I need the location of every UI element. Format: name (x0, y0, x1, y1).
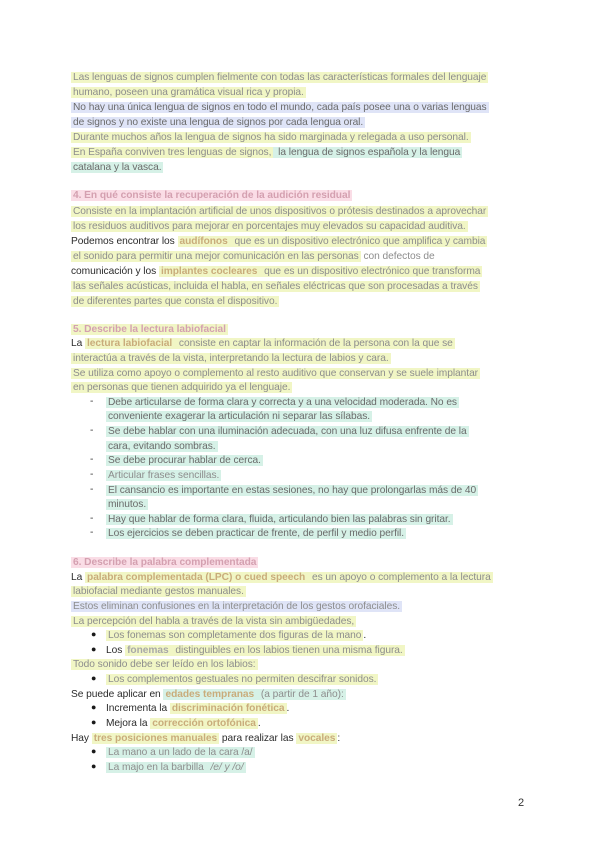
s5-bullet-1a: Debe articularse de forma clara y correcta y a una velocidad moderada. No es (108, 397, 457, 408)
s6-line-3: Estos eliminan confusiones en la interpretación de los gestos orofaciales. (73, 601, 401, 612)
s5-line-3: Se utiliza como apoyo o complemento al resto auditivo que conservan y se suele implantar (73, 368, 479, 379)
bullet-dot: ● (91, 644, 97, 654)
s5-bullet-2b: cara, evitando sombras. (108, 441, 216, 452)
s6-bullet-3: Los complementos gestuales no permiten descifrar sonidos. (108, 674, 377, 685)
s5-bullet-5b: minutos. (108, 499, 147, 510)
bullet-dot: ● (91, 673, 97, 683)
s6-line-4: La percepción del habla a través de la vista sin ambigüedades, (73, 616, 355, 627)
bullet-dash: - (90, 527, 94, 538)
s6-line-2: labiofacial mediante gestos manuales. (73, 586, 244, 597)
s4-line-4: el sonido para permitir una mejor comunicación en las personas con defectos de (73, 251, 435, 262)
intro-line-5: Durante muchos años la lengua de signos ha sido marginada y relegada a uso personal. (73, 132, 469, 143)
intro-line-7: catalana y la vasca. (73, 162, 162, 173)
s5-line-1: La lectura labiofacial consiste en captar la información de la persona con la que se (71, 338, 453, 349)
s5-bullet-3: Se debe procurar hablar de cerca. (108, 455, 261, 466)
bullet-dash: - (90, 469, 94, 480)
s6-line-7: Hay tres posiciones manuales para realizar las vocales : (71, 733, 341, 744)
s5-bullet-5a: El cansancio es importante en estas sesiones, no hay que prolongarlas más de 40 (108, 485, 477, 496)
s5-bullet-4: Articular frases sencillas. (108, 470, 220, 481)
intro-line-4: de signos y no existe una lengua de signos por cada lengua oral. (73, 117, 364, 128)
s5-bullet-7: Los ejercicios se deben practicar de frente, de perfil y medio perfil. (108, 528, 405, 539)
bullet-dot: ● (91, 717, 97, 727)
s6-line-6: Se puede aplicar en edades tempranas (a partir de 1 año): (71, 689, 344, 700)
s6-bullet-6: La mano a un lado de la cara /a/ (108, 747, 253, 758)
s4-line-6: las señales acústicas, incluida el habla, en señales eléctricas que son procesadas a través (73, 281, 478, 292)
s5-line-4: en personas que tienen adquirido ya el lenguaje. (73, 382, 291, 393)
s4-line-5: comunicación y los implantes cocleares que es un dispositivo electrónico que transforma (71, 266, 481, 277)
intro-line-6: En España conviven tres lenguas de signos, la lengua de signos española y la lengua (73, 147, 461, 158)
bullet-dash: - (90, 425, 94, 436)
bullet-dash: - (90, 513, 94, 524)
s6-line-1: La palabra complementada (LPC) o cued speech es un apoyo o complemento a la lectura (71, 572, 491, 583)
s6-line-5: Todo sonido debe ser leído en los labios: (73, 659, 256, 670)
s6-bullet-7: La majo en la barbilla /e/ y /o/ (108, 762, 244, 773)
s5-line-2: interactúa a través de la vista, interpretando la lectura de labios y cara. (73, 353, 389, 364)
bullet-dash: - (90, 454, 94, 465)
s6-bullet-5: Mejora la corrección ortofónica . (106, 718, 261, 729)
s5-bullet-1b: conveniente exagerar la articulación ni separar las sílabas. (108, 411, 371, 422)
bullet-dot: ● (91, 629, 97, 639)
bullet-dot: ● (91, 746, 97, 756)
section-4-heading: 4. En qué consiste la recuperación de la audición residual (73, 190, 351, 201)
s5-bullet-2a: Se debe hablar con una iluminación adecuada, con una luz difusa enfrente de la (108, 426, 467, 437)
section-5-heading: 5. Describe la lectura labiofacial (73, 324, 226, 335)
s4-line-7: de diferentes partes que consta el dispositivo. (73, 296, 278, 307)
s5-bullet-6: Hay que hablar de forma clara, fluida, articulando bien las palabras sin gritar. (108, 514, 451, 525)
intro-line-1: Las lenguas de signos cumplen fielmente con todas las características formales del lenguaje (73, 72, 487, 83)
bullet-dot: ● (91, 702, 97, 712)
bullet-dash: - (90, 396, 94, 407)
s6-bullet-2: Los fonemas distinguibles en los labios tienen una misma figura. (106, 645, 403, 656)
bullet-dot: ● (91, 761, 97, 771)
s4-line-1: Consiste en la implantación artificial de unos dispositivos o prótesis destinados a aprovechar (73, 206, 487, 217)
s6-bullet-4: Incrementa la discriminación fonética . (106, 703, 290, 714)
page-number: 2 (518, 797, 525, 809)
s4-line-2: los residuos auditivos para mejorar en porcentajes muy elevados su capacidad auditiva. (73, 221, 466, 232)
s6-bullet-1: Los fonemas son completamente dos figuras de la mano . (108, 630, 367, 641)
intro-line-3: No hay una única lengua de signos en todo el mundo, cada país posee una o varias lenguas (73, 102, 487, 113)
bullet-dash: - (90, 484, 94, 495)
intro-line-2: humano, poseen una gramática visual rica y propia. (73, 87, 304, 98)
section-6-heading: 6. Describe la palabra complementada (73, 557, 257, 568)
s4-line-3: Podemos encontrar los audífonos que es un dispositivo electrónico que amplifica y cambia (71, 236, 486, 247)
